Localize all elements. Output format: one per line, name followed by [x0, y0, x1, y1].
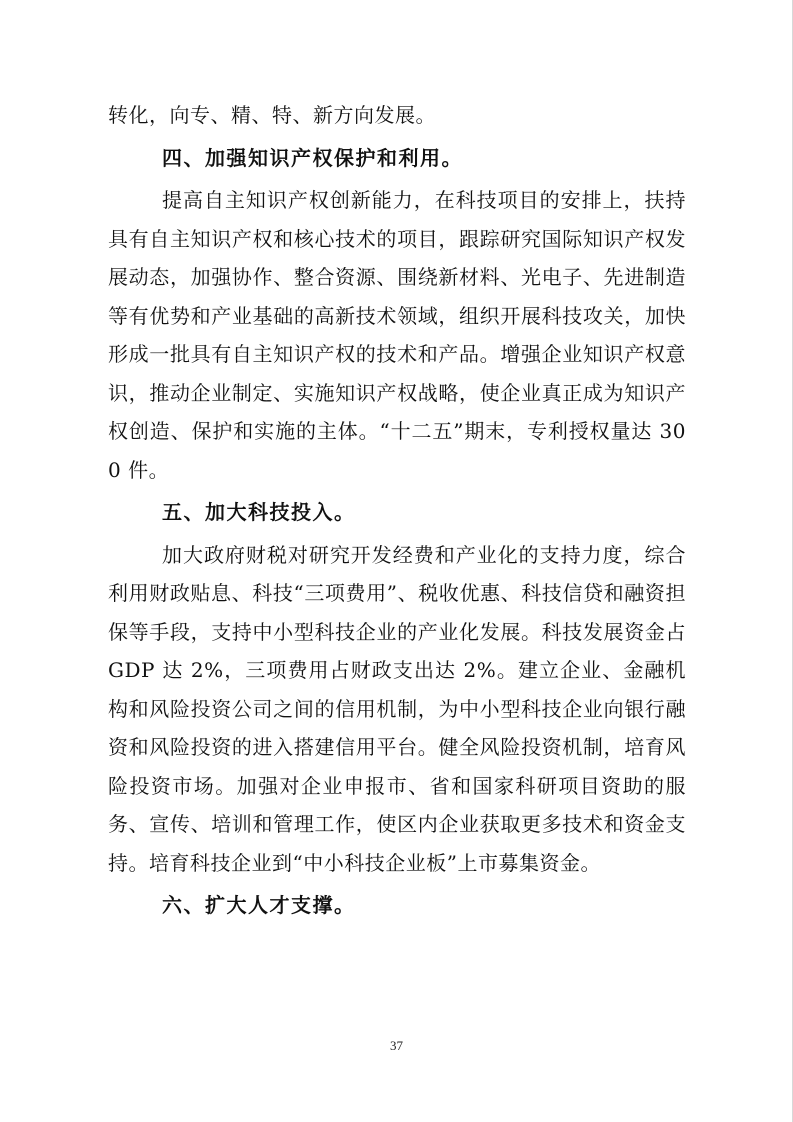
paragraph-ip-protection: 提高自主知识产权创新能力，在科技项目的安排上，扶持具有自主知识产权和核心技术的项目，跟踪研究国际知识产权发展动态，加强协作、整合资源、围绕新材料、光电子、先进制造等有优势和产业基础的高新技术领域，组织开展科技攻关，加快形成一批具有自主知识产权的技术和产品。增强企业知识产权意识，推动企业制定、实施知识产权战略，使企业真正成为知识产权创造、保护和实施的主体。“十二五”期末，专利授权量达 300 件。	[108, 188, 686, 482]
paragraph-continuation: 转化，向专、精、特、新方向发展。	[108, 103, 436, 127]
section-heading-5: 五、加大科技投入。	[162, 500, 356, 524]
page-number: 37	[390, 1038, 403, 1053]
section-heading-6: 六、扩大人才支撑。	[162, 893, 356, 917]
section-heading-4: 四、加强知识产权保护和利用。	[162, 145, 463, 170]
document-body	[108, 96, 686, 929]
paragraph-tech-investment: 加大政府财税对研究开发经费和产业化的支持力度，综合利用财政贴息、科技“三项费用”、税收优惠、科技信贷和融资担保等手段，支持中小型科技企业的产业化发展。科技发展资金占 GDP 达 2%，三项费用占财政支出达 2%。建立企业、金融机构和风险投资公司之间的信用机制，为中小型科技企业向银行融资和风险投资的进入搭建信用平台。健全风险投资机制，培育风险投资市场。加强对企业申报市、省和国家科研项目资助的服务、宣传、培训和管理工作，使区内企业获取更多技术和资金支持。培育科技企业到“中小科技企业板”上市募集资金。	[108, 542, 686, 875]
